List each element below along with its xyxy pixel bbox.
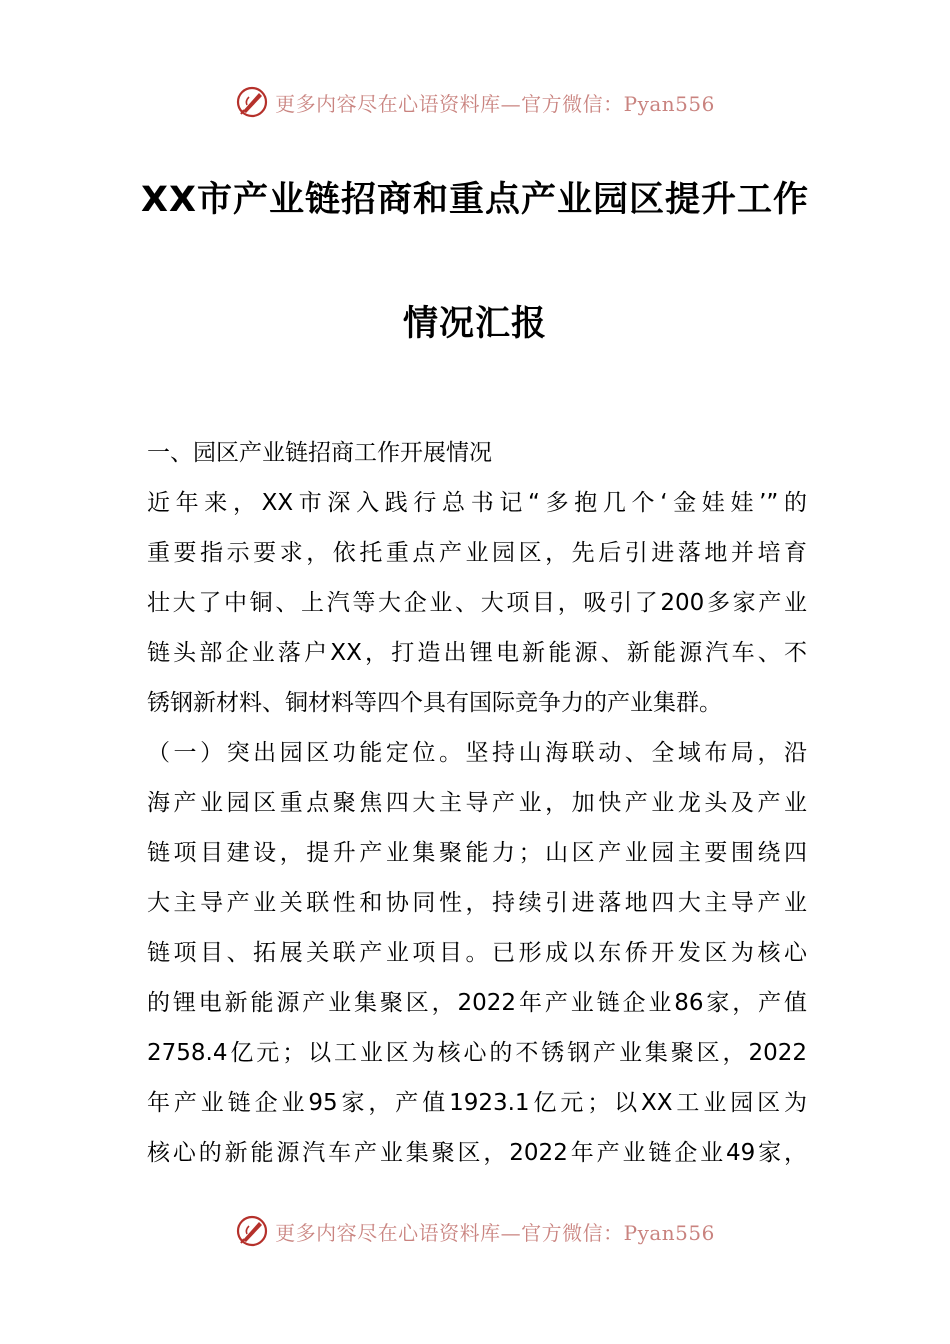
document-title-line-1: XX市产业链招商和重点产业园区提升工作 (141, 180, 809, 220)
body-line: 链项目建设，提升产业集聚能力；山区产业园主要围绕四 (147, 840, 807, 866)
document-title-line-2: 情况汇报 (402, 304, 547, 344)
body-line: 近年来，XX市深入践行总书记“多抱几个‘金娃娃’”的 (147, 490, 807, 516)
watermark-text: 更多内容尽在心语资料库—官方微信：Pyan556 (275, 91, 715, 116)
section-heading: 一、园区产业链招商工作开展情况 (147, 440, 492, 466)
body-line: 年产业链企业95家，产值1923.1亿元；以XX工业园区为 (147, 1090, 807, 1116)
document-body (147, 428, 807, 1178)
header-watermark (0, 82, 950, 122)
body-line: 2758.4亿元；以工业区为核心的不锈钢产业集聚区，2022 (147, 1040, 807, 1066)
body-line: 的锂电新能源产业集聚区，2022年产业链企业86家，产值 (147, 990, 807, 1016)
body-line: 重要指示要求，依托重点产业园区，先后引进落地并培育 (147, 540, 807, 566)
body-line: 链项目、拓展关联产业项目。已形成以东侨开发区为核心 (147, 940, 807, 966)
watermark-text: 更多内容尽在心语资料库—官方微信：Pyan556 (275, 1220, 715, 1245)
body-line: 核心的新能源汽车产业集聚区，2022年产业链企业49家， (147, 1140, 807, 1166)
body-line: 大主导产业关联性和协同性，持续引进落地四大主导产业 (147, 890, 807, 916)
body-line: 壮大了中铜、上汽等大企业、大项目，吸引了200多家产业 (147, 590, 807, 616)
quill-pen-logo-icon (235, 1214, 269, 1248)
footer-watermark (0, 1211, 950, 1251)
body-line: 链头部企业落户XX，打造出锂电新能源、新能源汽车、不 (147, 640, 807, 666)
body-line: 锈钢新材料、铜材料等四个具有国际竞争力的产业集群。 (147, 690, 722, 716)
body-line: 海产业园区重点聚焦四大主导产业，加快产业龙头及产业 (147, 790, 807, 816)
subsection-line: （一）突出园区功能定位。坚持山海联动、全域布局，沿 (147, 740, 807, 766)
quill-pen-logo-icon (235, 85, 269, 119)
